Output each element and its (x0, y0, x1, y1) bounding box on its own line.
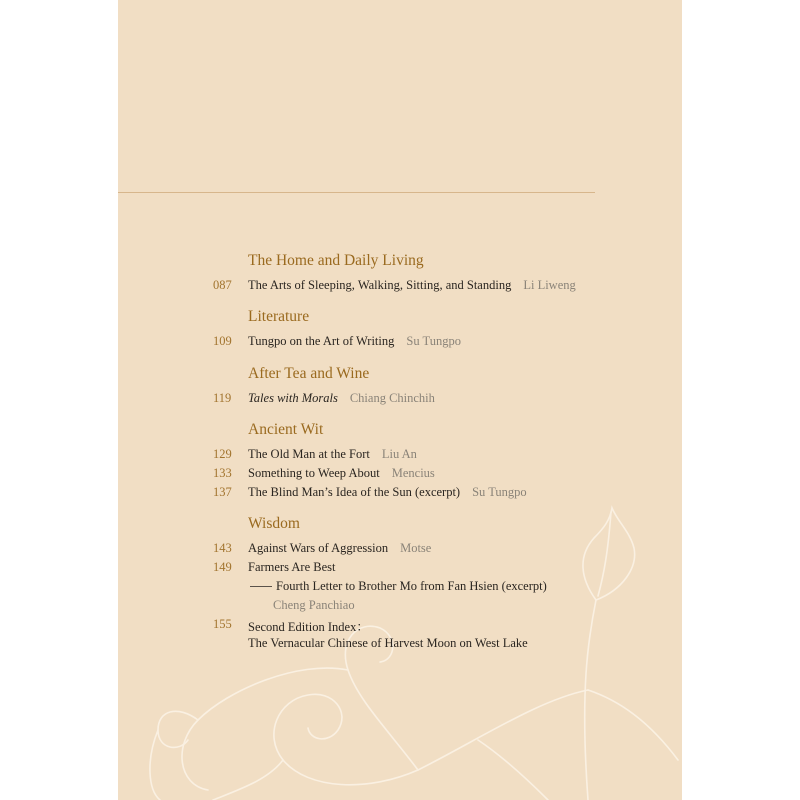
toc-entry[interactable] (248, 334, 461, 349)
page-number: 133 (213, 466, 232, 480)
page-number: 129 (213, 447, 232, 461)
entry-subtitle: Fourth Letter to Brother Mo from Fan Hsien (excerpt) (276, 579, 547, 593)
toc-entry[interactable] (248, 466, 435, 481)
entry-author: Su Tungpo (472, 485, 527, 499)
page-number: 149 (213, 560, 232, 574)
toc-entry[interactable] (248, 278, 576, 293)
page-number: 109 (213, 334, 232, 348)
entry-author: Cheng Panchiao (273, 598, 355, 612)
entry-author: Liu An (381, 447, 417, 461)
toc-entry[interactable] (248, 447, 417, 462)
section-heading: Literature (248, 308, 310, 325)
section-heading: The Home and Daily Living (248, 252, 424, 269)
entry-title-continued: The Vernacular Chinese of Harvest Moon on West Lake (248, 636, 528, 650)
entry-title: The Arts of Sleeping, Walking, Sitting, and Standing (248, 278, 512, 292)
entry-title: Something to Weep About (248, 466, 380, 480)
page-number: 155 (213, 617, 232, 631)
toc-entry[interactable] (248, 617, 369, 635)
entry-author: Mencius (391, 466, 435, 480)
page-number: 119 (213, 391, 232, 405)
entry-author: Li Liweng (523, 278, 576, 292)
section-heading: After Tea and Wine (248, 365, 370, 382)
book-page (118, 0, 682, 800)
toc-entry[interactable] (248, 560, 335, 575)
entry-title: Tungpo on the Art of Writing (248, 334, 395, 348)
entry-title: Second Edition Index： (248, 620, 369, 634)
toc-entry-subtitle (250, 579, 547, 594)
entry-title: Against Wars of Aggression (248, 541, 389, 555)
entry-author: Motse (400, 541, 432, 555)
entry-title: The Blind Man’s Idea of the Sun (excerpt) (248, 485, 461, 499)
page-number: 087 (213, 278, 232, 292)
entry-title: Farmers Are Best (248, 560, 336, 574)
page-number: 143 (213, 541, 232, 555)
entry-author: Su Tungpo (406, 334, 461, 348)
toc-entry[interactable] (248, 391, 435, 406)
entry-title: The Old Man at the Fort (248, 447, 370, 461)
section-heading: Wisdom (248, 515, 300, 532)
toc-entry[interactable] (248, 485, 527, 500)
entry-author: Chiang Chinchih (349, 391, 435, 405)
page-number: 137 (213, 485, 232, 499)
section-heading: Ancient Wit (248, 421, 324, 438)
em-dash-rule (250, 586, 272, 587)
header-rule (118, 192, 595, 193)
entry-title: Tales with Morals (248, 391, 338, 405)
toc-entry[interactable] (248, 541, 431, 556)
